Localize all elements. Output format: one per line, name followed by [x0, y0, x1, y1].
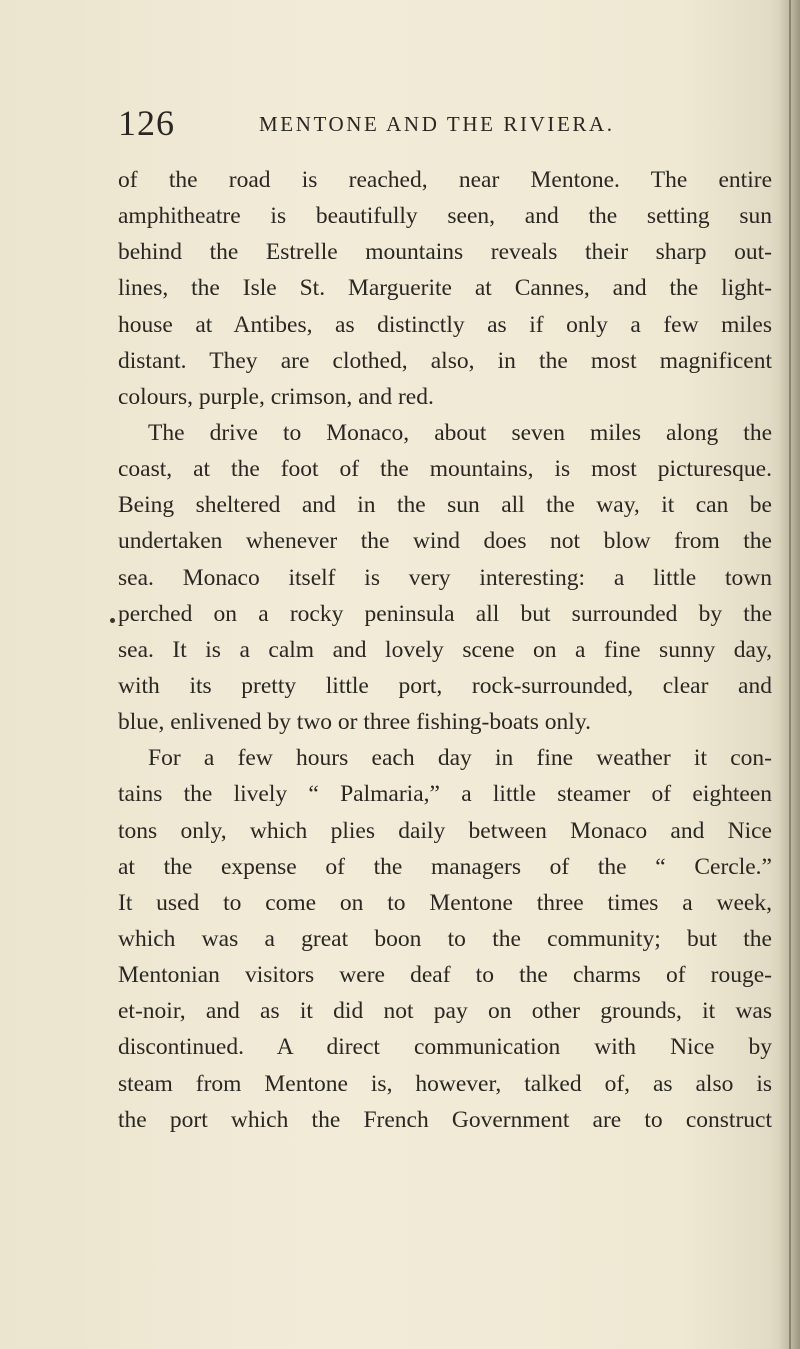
- text-line: which was a great boon to the community; but the: [118, 925, 772, 952]
- text-line: discontinued. A direct communication with Nice by: [118, 1034, 772, 1061]
- text-line: undertaken whenever the wind does not blow from the: [118, 528, 772, 555]
- body-text: [118, 162, 772, 1138]
- text-line: Being sheltered and in the sun all the way, it can be: [118, 492, 772, 519]
- page-edge-line: [789, 0, 791, 1349]
- running-title: MENTONE AND THE RIVIERA.: [259, 112, 615, 136]
- text-line: It used to come on to Mentone three times a week,: [118, 889, 772, 916]
- text-line: of the road is reached, near Mentone. The entire: [118, 167, 772, 193]
- text-line: sea. It is a calm and lovely scene on a fine sunny day,: [118, 636, 772, 663]
- text-line: blue, enlivened by two or three fishing-boats only.: [118, 709, 591, 736]
- text-line: house at Antibes, as distinctly as if only a few miles: [118, 311, 772, 338]
- text-line: tons only, which plies daily between Monaco and Nice: [118, 817, 772, 844]
- text-line: the port which the French Government are to construct: [118, 1106, 772, 1133]
- page-header: [118, 103, 778, 143]
- text-line: et-noir, and as it did not pay on other grounds, it was: [118, 998, 772, 1025]
- text-line: Mentonian visitors were deaf to the charms of rouge-: [118, 962, 772, 989]
- text-line: colours, purple, crimson, and red.: [118, 383, 434, 410]
- text-line: steam from Mentone is, however, talked of, as also is: [118, 1070, 772, 1097]
- text-line: The drive to Monaco, about seven miles along the: [148, 419, 772, 446]
- text-line: perched on a rocky peninsula all but surrounded by the: [118, 600, 772, 627]
- text-line: sea. Monaco itself is very interesting: a little town: [118, 564, 772, 591]
- text-line: behind the Estrelle mountains reveals their sharp out-: [118, 239, 772, 266]
- text-line: at the expense of the managers of the “ Cercle.”: [118, 853, 772, 880]
- text-line: For a few hours each day in fine weather it con-: [148, 745, 772, 772]
- text-line: lines, the Isle St. Marguerite at Cannes, and the light-: [118, 275, 772, 302]
- text-line: coast, at the foot of the mountains, is most picturesque.: [118, 456, 772, 483]
- text-line: amphitheatre is beautifully seen, and the setting sun: [118, 203, 772, 230]
- ink-speck: [110, 618, 115, 623]
- text-line: with its pretty little port, rock-surrounded, clear and: [118, 672, 772, 699]
- page-number: 126: [118, 103, 175, 143]
- text-line: distant. They are clothed, also, in the most magnificent: [118, 347, 772, 374]
- text-line: tains the lively “ Palmaria,” a little steamer of eighteen: [118, 781, 772, 808]
